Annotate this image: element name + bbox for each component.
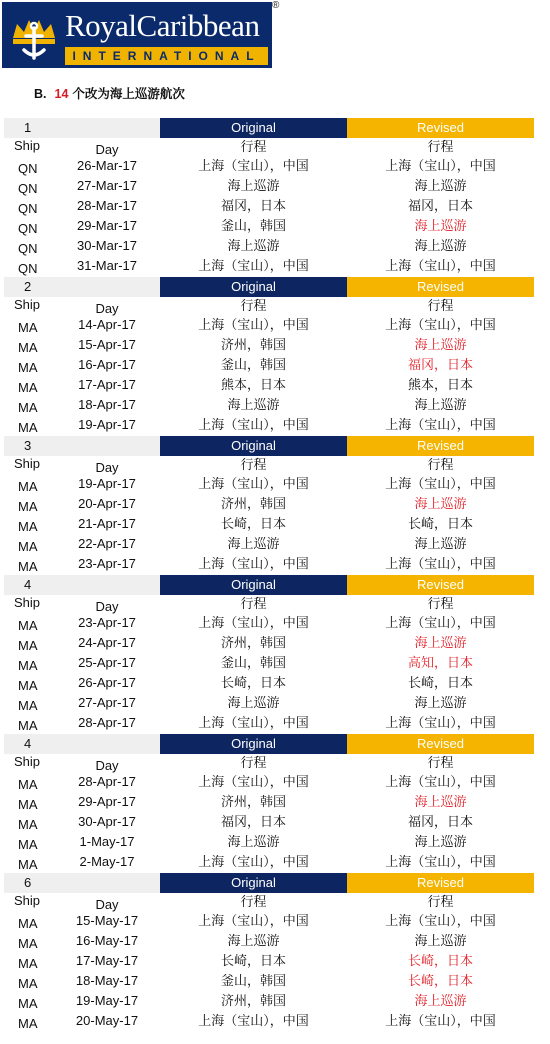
ship-cell: MA bbox=[18, 658, 38, 673]
table-row bbox=[4, 157, 534, 177]
revised-port-cell: 海上巡游 bbox=[414, 934, 467, 949]
revised-port-cell: 海上巡游 bbox=[414, 696, 467, 711]
day-column-label: Day bbox=[95, 460, 119, 475]
section-prefix: B. bbox=[34, 87, 47, 101]
ship-cell: MA bbox=[18, 519, 38, 534]
revised-header: Revised bbox=[347, 575, 534, 595]
revised-port-cell: 福冈，日本 bbox=[407, 815, 473, 830]
ship-cell: MA bbox=[18, 797, 38, 812]
block-number: 2 bbox=[4, 277, 54, 297]
table-row bbox=[4, 853, 534, 873]
day-cell: 19-May-17 bbox=[75, 993, 139, 1008]
table-row bbox=[4, 813, 534, 833]
itinerary-block bbox=[4, 118, 534, 277]
original-port-cell: 济州，韩国 bbox=[220, 338, 286, 353]
day-column-label: Day bbox=[95, 758, 119, 773]
ship-cell: MA bbox=[18, 956, 38, 971]
ship-cell: MA bbox=[18, 777, 38, 792]
revised-port-cell: 长崎，日本 bbox=[407, 974, 473, 989]
ship-cell: MA bbox=[18, 360, 38, 375]
original-port-cell: 济州，韩国 bbox=[220, 994, 286, 1009]
brand-logo bbox=[2, 2, 272, 68]
table-row bbox=[4, 217, 534, 237]
table-row bbox=[4, 257, 534, 277]
original-port-cell: 上海（宝山），中国 bbox=[198, 716, 309, 731]
table-row bbox=[4, 833, 534, 853]
table-row bbox=[4, 237, 534, 257]
ship-cell: QN bbox=[18, 221, 38, 236]
day-cell: 19-Apr-17 bbox=[78, 476, 136, 491]
revised-port-cell: 海上巡游 bbox=[414, 795, 467, 810]
block-header-spacer bbox=[54, 734, 160, 754]
day-cell: 22-Apr-17 bbox=[78, 536, 136, 551]
revised-port-cell: 福冈，日本 bbox=[407, 358, 473, 373]
day-cell: 24-Apr-17 bbox=[78, 635, 136, 650]
revised-port-cell: 海上巡游 bbox=[414, 994, 467, 1009]
original-port-cell: 釜山，韩国 bbox=[220, 974, 286, 989]
day-cell: 27-Apr-17 bbox=[78, 695, 136, 710]
original-port-cell: 济州，韩国 bbox=[220, 497, 286, 512]
ship-column-label: Ship bbox=[14, 138, 41, 153]
ship-cell: MA bbox=[18, 420, 38, 435]
original-header: Original bbox=[160, 734, 347, 754]
table-row bbox=[4, 674, 534, 694]
table-row bbox=[4, 972, 534, 992]
ship-cell: MA bbox=[18, 479, 38, 494]
ship-cell: MA bbox=[18, 837, 38, 852]
column-label-row bbox=[4, 754, 534, 773]
original-header: Original bbox=[160, 118, 347, 138]
itinerary-block bbox=[4, 436, 534, 575]
revised-port-cell: 海上巡游 bbox=[414, 497, 467, 512]
revised-port-cell: 海上巡游 bbox=[414, 338, 467, 353]
registered-mark: ® bbox=[272, 0, 280, 11]
revised-port-cell: 上海（宝山），中国 bbox=[385, 716, 496, 731]
original-port-cell: 海上巡游 bbox=[227, 398, 280, 413]
ship-cell: QN bbox=[18, 201, 38, 216]
table-row bbox=[4, 555, 534, 575]
revised-itinerary-label: 行程 bbox=[427, 458, 454, 473]
table-row bbox=[4, 515, 534, 535]
table-row bbox=[4, 714, 534, 734]
ship-cell: MA bbox=[18, 936, 38, 951]
ship-cell: MA bbox=[18, 817, 38, 832]
original-port-cell: 上海（宝山），中国 bbox=[198, 557, 309, 572]
ship-column-label: Ship bbox=[14, 595, 41, 610]
original-port-cell: 上海（宝山），中国 bbox=[198, 914, 309, 929]
ship-cell: MA bbox=[18, 559, 38, 574]
original-port-cell: 海上巡游 bbox=[227, 835, 280, 850]
table-row bbox=[4, 535, 534, 555]
revised-itinerary-label: 行程 bbox=[427, 140, 454, 155]
table-row bbox=[4, 475, 534, 495]
block-number: 3 bbox=[4, 436, 54, 456]
revised-port-cell: 海上巡游 bbox=[414, 179, 467, 194]
original-itinerary-label: 行程 bbox=[240, 458, 267, 473]
original-port-cell: 上海（宝山），中国 bbox=[198, 1014, 309, 1029]
original-header: Original bbox=[160, 575, 347, 595]
ship-cell: MA bbox=[18, 320, 38, 335]
revised-port-cell: 海上巡游 bbox=[414, 537, 467, 552]
revised-port-cell: 海上巡游 bbox=[414, 835, 467, 850]
block-header-row bbox=[4, 118, 534, 138]
ship-cell: QN bbox=[18, 261, 38, 276]
revised-header: Revised bbox=[347, 118, 534, 138]
table-row bbox=[4, 376, 534, 396]
original-port-cell: 上海（宝山），中国 bbox=[198, 477, 309, 492]
day-cell: 19-Apr-17 bbox=[78, 417, 136, 432]
block-header-row bbox=[4, 734, 534, 754]
header bbox=[0, 0, 550, 72]
block-header-row bbox=[4, 575, 534, 595]
day-cell: 26-Mar-17 bbox=[77, 158, 137, 173]
revised-itinerary-label: 行程 bbox=[427, 597, 454, 612]
itinerary-block bbox=[4, 873, 534, 1032]
original-port-cell: 福冈，日本 bbox=[220, 199, 286, 214]
revised-port-cell: 上海（宝山），中国 bbox=[385, 855, 496, 870]
original-port-cell: 海上巡游 bbox=[227, 934, 280, 949]
column-label-row bbox=[4, 456, 534, 475]
day-cell: 29-Mar-17 bbox=[77, 218, 137, 233]
day-cell: 18-May-17 bbox=[75, 973, 139, 988]
original-header: Original bbox=[160, 277, 347, 297]
column-label-row bbox=[4, 138, 534, 157]
block-header-row bbox=[4, 277, 534, 297]
revised-header: Revised bbox=[347, 436, 534, 456]
block-header-spacer bbox=[54, 436, 160, 456]
table-row bbox=[4, 356, 534, 376]
section-count: 14 bbox=[54, 87, 69, 101]
revised-port-cell: 海上巡游 bbox=[414, 219, 467, 234]
original-port-cell: 熊本，日本 bbox=[220, 378, 286, 393]
day-cell: 16-Apr-17 bbox=[78, 357, 136, 372]
day-cell: 2-May-17 bbox=[79, 854, 135, 869]
day-cell: 28-Apr-17 bbox=[78, 774, 136, 789]
day-cell: 18-Apr-17 bbox=[78, 397, 136, 412]
itinerary-block bbox=[4, 575, 534, 734]
revised-itinerary-label: 行程 bbox=[427, 756, 454, 771]
brand-name: RoyalCaribbean bbox=[65, 8, 260, 43]
revised-port-cell: 上海（宝山），中国 bbox=[385, 557, 496, 572]
original-port-cell: 济州，韩国 bbox=[220, 636, 286, 651]
day-cell: 1-May-17 bbox=[79, 834, 135, 849]
original-port-cell: 釜山，韩国 bbox=[220, 219, 286, 234]
revised-port-cell: 上海（宝山），中国 bbox=[385, 318, 496, 333]
revised-port-cell: 上海（宝山），中国 bbox=[385, 1014, 496, 1029]
day-cell: 21-Apr-17 bbox=[78, 516, 136, 531]
day-cell: 26-Apr-17 bbox=[78, 675, 136, 690]
original-port-cell: 长崎，日本 bbox=[220, 517, 286, 532]
revised-port-cell: 熊本，日本 bbox=[407, 378, 473, 393]
itinerary-block bbox=[4, 277, 534, 436]
original-port-cell: 上海（宝山），中国 bbox=[198, 159, 309, 174]
ship-cell: MA bbox=[18, 678, 38, 693]
itinerary-block bbox=[4, 734, 534, 873]
day-cell: 29-Apr-17 bbox=[78, 794, 136, 809]
day-column-label: Day bbox=[95, 599, 119, 614]
day-cell: 17-Apr-17 bbox=[78, 377, 136, 392]
ship-cell: MA bbox=[18, 400, 38, 415]
ship-cell: MA bbox=[18, 976, 38, 991]
day-cell: 27-Mar-17 bbox=[77, 178, 137, 193]
day-cell: 15-May-17 bbox=[75, 913, 139, 928]
ship-cell: MA bbox=[18, 857, 38, 872]
revised-port-cell: 长崎，日本 bbox=[407, 676, 473, 691]
table-row bbox=[4, 992, 534, 1012]
original-port-cell: 上海（宝山），中国 bbox=[198, 318, 309, 333]
revised-port-cell: 海上巡游 bbox=[414, 398, 467, 413]
ship-cell: MA bbox=[18, 638, 38, 653]
itinerary-tables bbox=[4, 118, 534, 1032]
block-header-row bbox=[4, 436, 534, 456]
revised-itinerary-label: 行程 bbox=[427, 299, 454, 314]
original-port-cell: 济州，韩国 bbox=[220, 795, 286, 810]
revised-header: Revised bbox=[347, 873, 534, 893]
day-cell: 15-Apr-17 bbox=[78, 337, 136, 352]
revised-port-cell: 海上巡游 bbox=[414, 239, 467, 254]
original-port-cell: 海上巡游 bbox=[227, 239, 280, 254]
ship-cell: MA bbox=[18, 1016, 38, 1031]
revised-port-cell: 上海（宝山），中国 bbox=[385, 477, 496, 492]
revised-header: Revised bbox=[347, 277, 534, 297]
revised-port-cell: 上海（宝山），中国 bbox=[385, 259, 496, 274]
ship-cell: QN bbox=[18, 161, 38, 176]
day-cell: 28-Apr-17 bbox=[78, 715, 136, 730]
section-title bbox=[34, 84, 185, 102]
original-port-cell: 海上巡游 bbox=[227, 179, 280, 194]
ship-cell: QN bbox=[18, 181, 38, 196]
revised-port-cell: 长崎，日本 bbox=[407, 517, 473, 532]
revised-port-cell: 上海（宝山），中国 bbox=[385, 914, 496, 929]
ship-cell: MA bbox=[18, 380, 38, 395]
original-port-cell: 上海（宝山），中国 bbox=[198, 855, 309, 870]
table-row bbox=[4, 912, 534, 932]
table-row bbox=[4, 197, 534, 217]
column-label-row bbox=[4, 595, 534, 614]
ship-cell: MA bbox=[18, 718, 38, 733]
block-number: 4 bbox=[4, 734, 54, 754]
table-row bbox=[4, 634, 534, 654]
original-port-cell: 福冈，日本 bbox=[220, 815, 286, 830]
day-cell: 20-May-17 bbox=[75, 1013, 139, 1028]
original-port-cell: 上海（宝山），中国 bbox=[198, 259, 309, 274]
table-row bbox=[4, 773, 534, 793]
revised-header: Revised bbox=[347, 734, 534, 754]
day-cell: 28-Mar-17 bbox=[77, 198, 137, 213]
original-itinerary-label: 行程 bbox=[240, 895, 267, 910]
ship-cell: MA bbox=[18, 618, 38, 633]
table-row bbox=[4, 316, 534, 336]
revised-itinerary-label: 行程 bbox=[427, 895, 454, 910]
day-column-label: Day bbox=[95, 897, 119, 912]
table-row bbox=[4, 177, 534, 197]
original-itinerary-label: 行程 bbox=[240, 299, 267, 314]
ship-cell: MA bbox=[18, 996, 38, 1011]
crown-anchor-icon bbox=[7, 8, 61, 62]
ship-cell: QN bbox=[18, 241, 38, 256]
original-itinerary-label: 行程 bbox=[240, 756, 267, 771]
day-column-label: Day bbox=[95, 142, 119, 157]
original-port-cell: 海上巡游 bbox=[227, 696, 280, 711]
original-port-cell: 长崎，日本 bbox=[220, 954, 286, 969]
original-port-cell: 上海（宝山），中国 bbox=[198, 775, 309, 790]
table-row bbox=[4, 396, 534, 416]
table-row bbox=[4, 694, 534, 714]
block-header-spacer bbox=[54, 575, 160, 595]
brand-subtitle: INTERNATIONAL bbox=[65, 47, 268, 65]
block-header-row bbox=[4, 873, 534, 893]
table-row bbox=[4, 932, 534, 952]
column-label-row bbox=[4, 893, 534, 912]
day-cell: 17-May-17 bbox=[75, 953, 139, 968]
revised-port-cell: 高知，日本 bbox=[407, 656, 473, 671]
original-header: Original bbox=[160, 436, 347, 456]
day-cell: 30-Apr-17 bbox=[78, 814, 136, 829]
day-cell: 14-Apr-17 bbox=[78, 317, 136, 332]
revised-port-cell: 福冈，日本 bbox=[407, 199, 473, 214]
original-port-cell: 上海（宝山），中国 bbox=[198, 616, 309, 631]
original-itinerary-label: 行程 bbox=[240, 597, 267, 612]
revised-port-cell: 上海（宝山），中国 bbox=[385, 418, 496, 433]
ship-cell: MA bbox=[18, 539, 38, 554]
ship-cell: MA bbox=[18, 340, 38, 355]
ship-column-label: Ship bbox=[14, 893, 41, 908]
ship-column-label: Ship bbox=[14, 754, 41, 769]
ship-cell: MA bbox=[18, 499, 38, 514]
day-cell: 20-Apr-17 bbox=[78, 496, 136, 511]
revised-port-cell: 上海（宝山），中国 bbox=[385, 159, 496, 174]
table-row bbox=[4, 336, 534, 356]
original-header: Original bbox=[160, 873, 347, 893]
day-cell: 16-May-17 bbox=[75, 933, 139, 948]
revised-port-cell: 上海（宝山），中国 bbox=[385, 775, 496, 790]
day-cell: 30-Mar-17 bbox=[77, 238, 137, 253]
block-number: 6 bbox=[4, 873, 54, 893]
original-port-cell: 长崎，日本 bbox=[220, 676, 286, 691]
ship-cell: MA bbox=[18, 916, 38, 931]
original-port-cell: 釜山，韩国 bbox=[220, 358, 286, 373]
day-cell: 23-Apr-17 bbox=[78, 556, 136, 571]
original-port-cell: 釜山，韩国 bbox=[220, 656, 286, 671]
day-column-label: Day bbox=[95, 301, 119, 316]
day-cell: 31-Mar-17 bbox=[77, 258, 137, 273]
ship-cell: MA bbox=[18, 698, 38, 713]
block-header-spacer bbox=[54, 118, 160, 138]
revised-port-cell: 海上巡游 bbox=[414, 636, 467, 651]
section-heading: 个改为海上巡游航次 bbox=[72, 87, 185, 101]
block-number: 4 bbox=[4, 575, 54, 595]
table-row bbox=[4, 793, 534, 813]
ship-column-label: Ship bbox=[14, 297, 41, 312]
original-port-cell: 上海（宝山），中国 bbox=[198, 418, 309, 433]
table-row bbox=[4, 614, 534, 634]
table-row bbox=[4, 416, 534, 436]
original-itinerary-label: 行程 bbox=[240, 140, 267, 155]
revised-port-cell: 长崎，日本 bbox=[407, 954, 473, 969]
ship-column-label: Ship bbox=[14, 456, 41, 471]
day-cell: 23-Apr-17 bbox=[78, 615, 136, 630]
block-header-spacer bbox=[54, 873, 160, 893]
table-row bbox=[4, 1012, 534, 1032]
table-row bbox=[4, 495, 534, 515]
original-port-cell: 海上巡游 bbox=[227, 537, 280, 552]
column-label-row bbox=[4, 297, 534, 316]
block-header-spacer bbox=[54, 277, 160, 297]
block-number: 1 bbox=[4, 118, 54, 138]
day-cell: 25-Apr-17 bbox=[78, 655, 136, 670]
table-row bbox=[4, 654, 534, 674]
revised-port-cell: 上海（宝山），中国 bbox=[385, 616, 496, 631]
table-row bbox=[4, 952, 534, 972]
